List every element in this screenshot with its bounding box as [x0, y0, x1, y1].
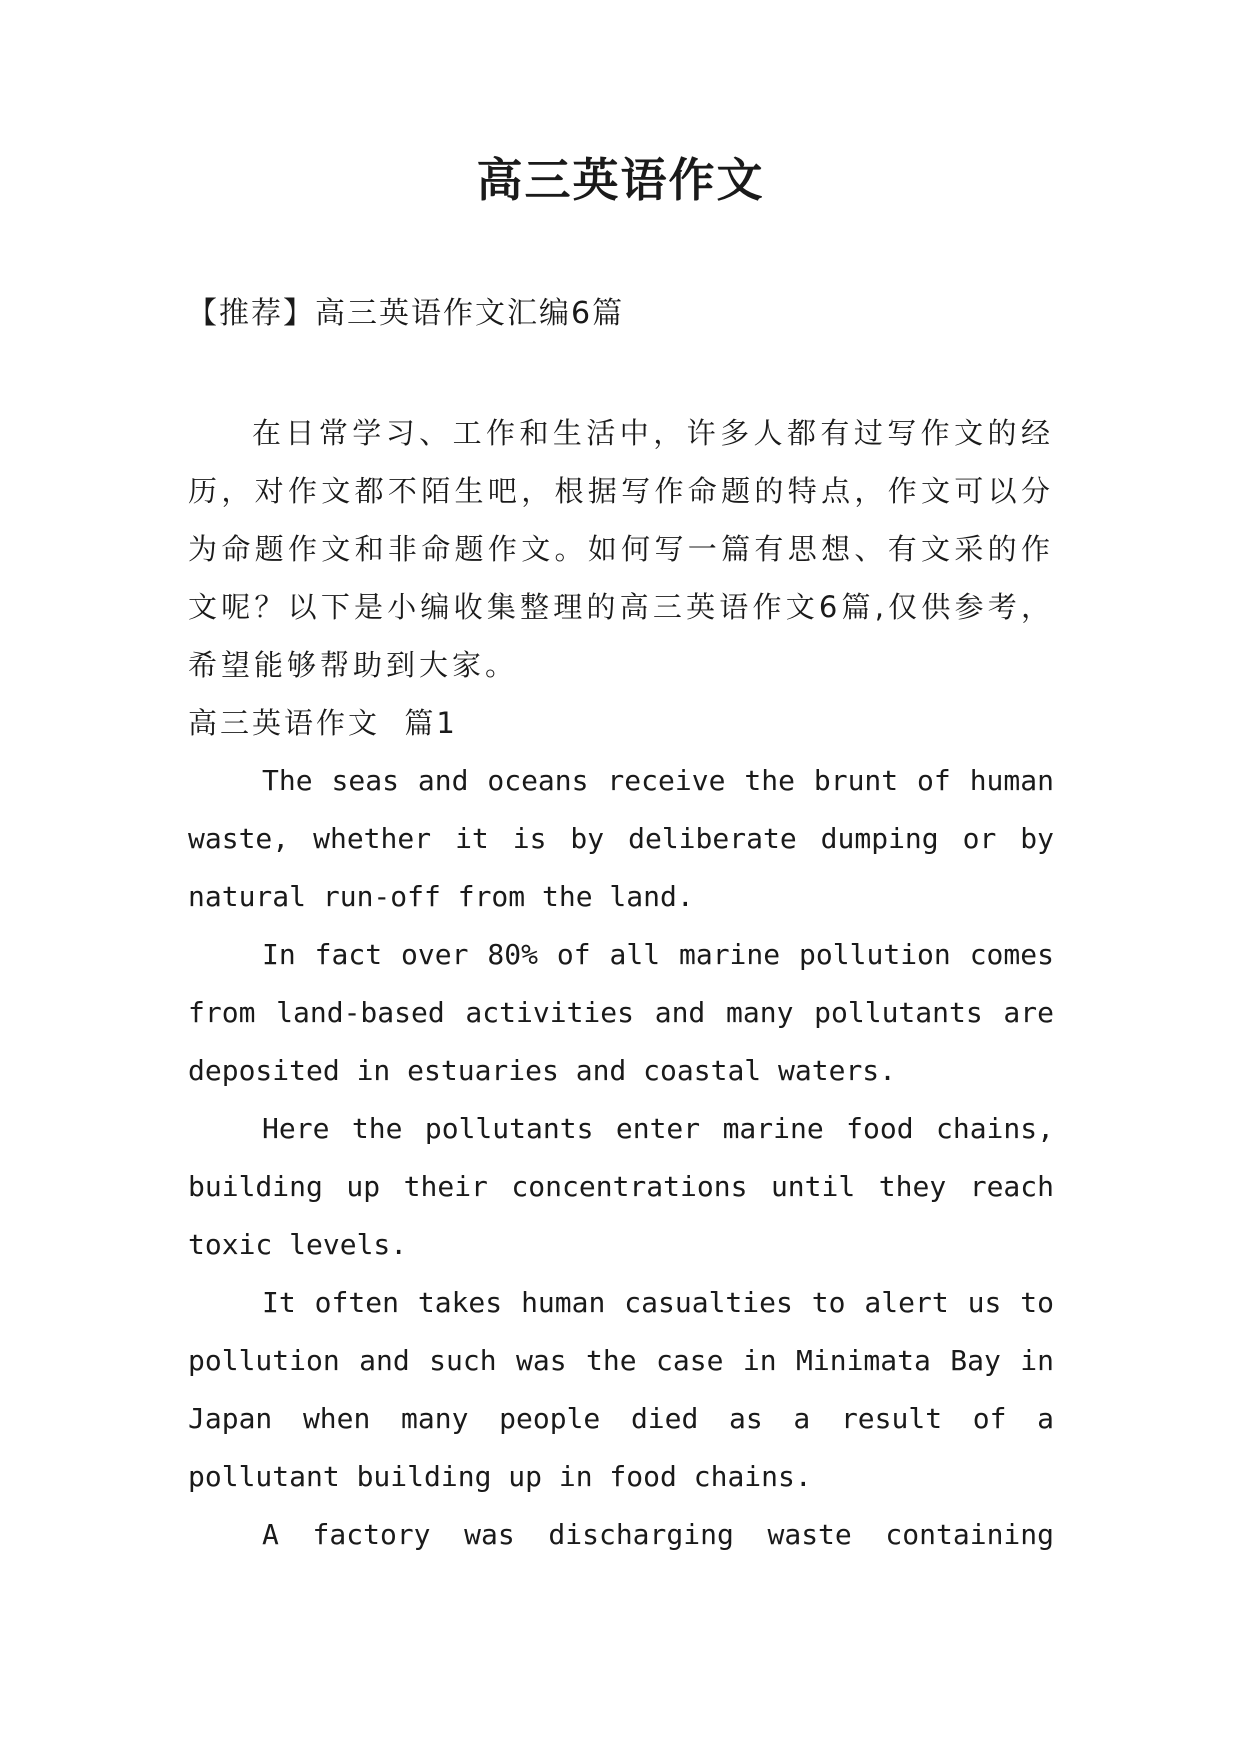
body-paragraph: Here the pollutants enter marine food chains, building up their concentrations until they reach toxic levels.: [188, 1112, 1054, 1261]
body-paragraph: A factory was discharging waste containing: [262, 1518, 1054, 1551]
body-paragraph: It often takes human casualties to alert us to pollution and such was the case in Minimata Bay in Japan when many people died as a result of a pollutant building up in food chains.: [188, 1286, 1054, 1493]
document-title: 高三英语作文: [476, 153, 765, 207]
document-body: [188, 404, 1054, 1564]
body-paragraph: In fact over 80% of all marine pollution comes from land-based activities and many pollutants are deposited in estuaries and coastal waters.: [188, 938, 1054, 1087]
document-subtitle: 【推荐】高三英语作文汇编6篇: [187, 296, 625, 331]
section-heading: 高三英语作文 篇1: [188, 706, 458, 740]
body-paragraph: The seas and oceans receive the brunt of human waste, whether it is by deliberate dumping or by natural run-off from the land.: [188, 764, 1054, 913]
intro-paragraph: 在日常学习、工作和生活中，许多人都有过写作文的经历，对作文都不陌生吧，根据写作命题的特点，作文可以分为命题作文和非命题作文。如何写一篇有思想、有文采的作文呢？以下是小编收集整理的高三英语作文6篇,仅供参考，希望能够帮助到大家。: [188, 416, 1054, 682]
